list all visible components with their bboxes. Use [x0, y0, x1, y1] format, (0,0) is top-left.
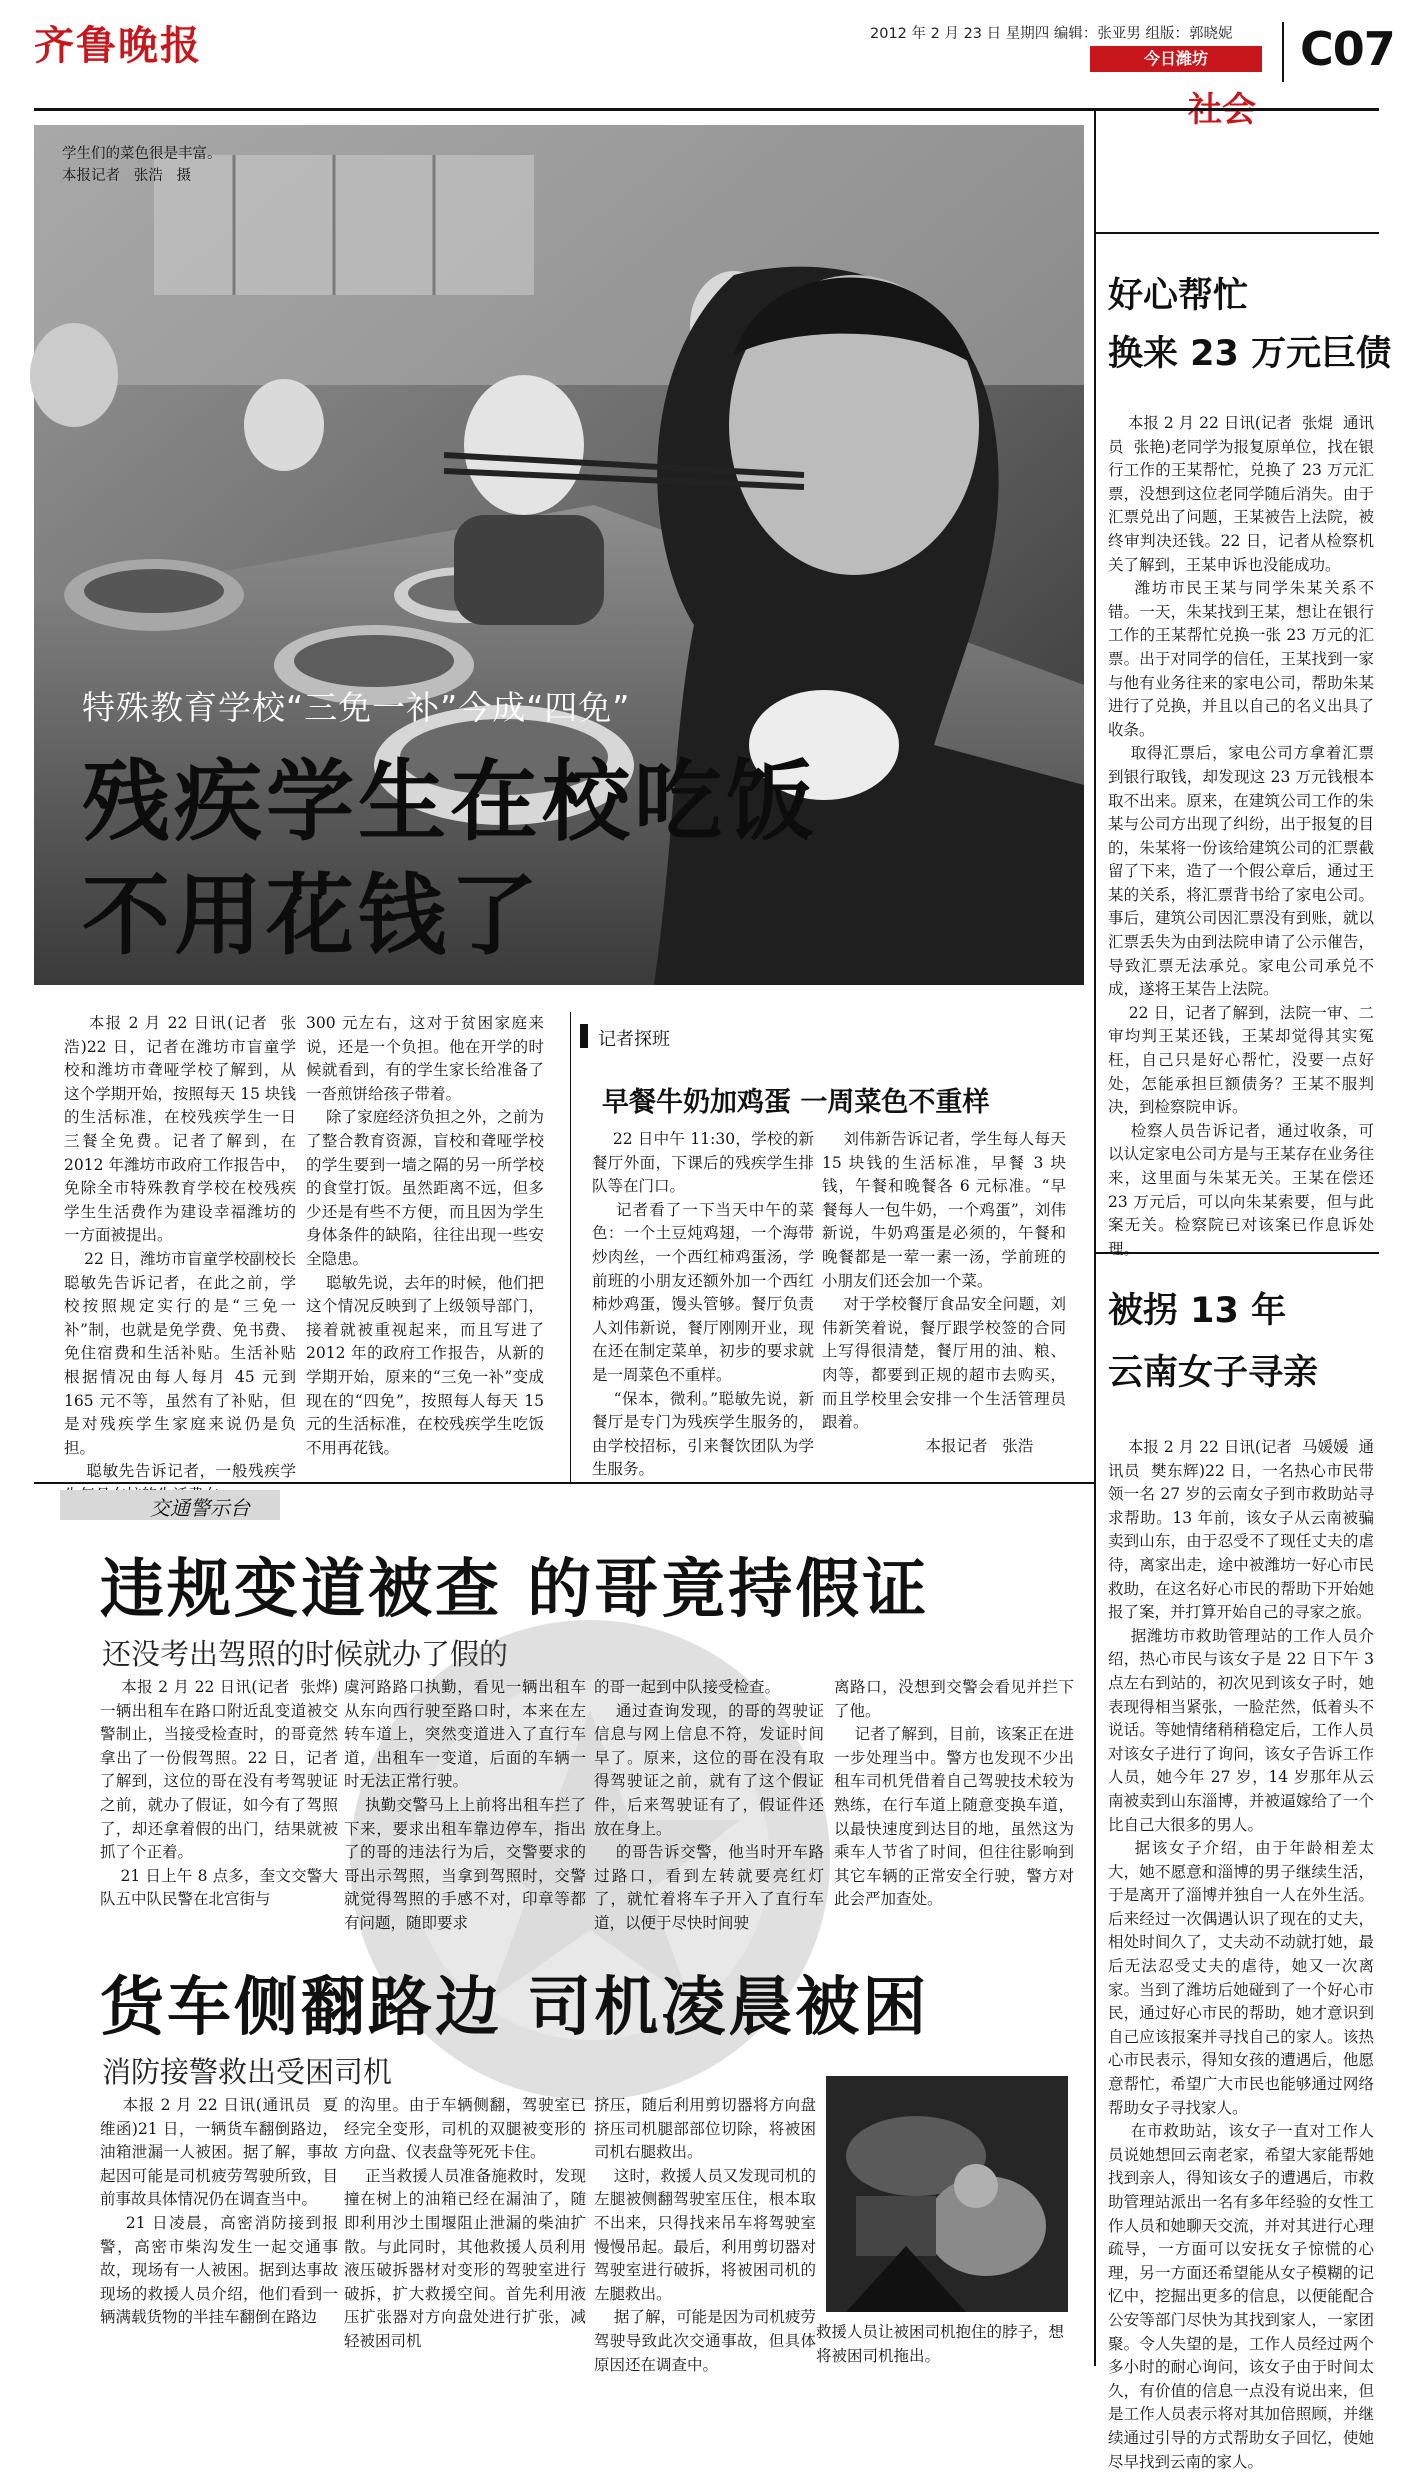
- sidebar-top-rule: [1094, 232, 1379, 234]
- lead-headline-line-1: 残疾学生在校吃饭: [82, 750, 819, 853]
- lead-body-column-2: 300 元左右，这对于贫困家庭来说，还是一个负担。他在开学的时候就看到，有的学生家长给准备了一沓煎饼给孩子带着。 除了家庭经济负担之外，之前为了整合教育资源，盲校和聋哑学校的学生要到一墙之隔的另一所学校的食堂打饭。虽然距离不远，但多少还是有些不方便，而且因为学生身体条件的缺陷，往往出现一些安全隐患。 聪敏先说，去年的时候，他们把这个情况反映到了上级领导部门，接着就被重视起来，而且写进了 2012 年的政府工作报告，从新的学期开始，原来的“三免一补”变成现在的“四免”，按照每人每天 15 元的生活标准，在校残疾学生吃饭不用再花钱。: [306, 1014, 544, 1457]
- sidebar-story-1-title-line-2: 换来 23 万元巨债: [1108, 334, 1392, 374]
- section-tag: 今日潍坊: [1090, 46, 1262, 72]
- lead-body-column-1: 本报 2 月 22 日讯(记者 张浩)22 日，记者在潍坊市盲童学校和潍坊市聋哑学校了解到，从这个学期开始，按照每天 15 块钱的生活标准，在校残疾学生一日三餐全免费。记者了解到，在 2012 年潍坊市政府工作报告中，免除全市特殊教育学校在校残疾学生生活费作为建设幸福潍坊的一方面被提出。 22 日，潍坊市盲童学校副校长聪敏先告诉记者，在此之前，学校按照规定实行的是“三免一补”制，也就是免学费、免书费、免住宿费和生活补贴。生活补贴根据情况由每人每月 45 元到 165 元不等，虽然有了补贴，但是对残疾学生家庭来说仍是负担。 聪敏先告诉记者，一般残疾学: [64, 1014, 296, 1481]
- lead-photo: [34, 125, 1084, 985]
- report-body-column-2: 刘伟新告诉记者，学生每人每天 15 块钱的生活标准，早餐 3 块钱，午餐和晚餐各 6 元标准。“早餐每人一包牛奶，一个鸡蛋”，刘伟新说，牛奶鸡蛋是必须的，午餐和晚餐都是一荤一素一汤，学前班的小朋友们还会加一个菜。 对于学校餐厅食品安全问题，刘伟新笑着说，餐厅跟学校签的合同上写得很清楚，餐厅用的油、粮、肉等，都要到正规的超市去购买，而且学校里会安排一个生活管理员跟着。 本报记者 张浩: [822, 1130, 1066, 1455]
- rescue-photo-caption: 救援人员让被困司机抱住的脖子，想将被困司机拖出。: [816, 2323, 1065, 2365]
- lead-kicker: 特殊教育学校“三免一补”今成“四免”: [82, 688, 631, 727]
- sidebar-story-1-title-line-1: 好心帮忙: [1108, 276, 1249, 316]
- rescue-photo: [826, 2076, 1068, 2312]
- section-rule: [34, 1482, 1094, 1484]
- newspaper-logo: 齐鲁晚报: [34, 22, 202, 69]
- column-divider: [570, 1012, 571, 1482]
- sidebar-divider: [1094, 108, 1096, 2366]
- page-code: C07: [1300, 22, 1395, 76]
- section-name: 社会: [1188, 90, 1256, 130]
- truck-body-column-3: 挤压，随后利用剪切器将方向盘挤压司机腿部部位切除，将被困司机右腿救出。 这时，救援人员又发现司机的左腿被侧翻驾驶室压住，根本取不出来，只得找来吊车将驾驶室慢慢吊起。最后，利用剪切器对驾驶室进行破拆，将被困司机的左腿救出。 据了解，可能是因为司机疲劳驾驶导致此次交通事故，但具体原因还在调查中。: [594, 2096, 816, 2374]
- traffic-body-column-3: 的哥一起到中队接受检查。 通过查询发现，的哥的驾驶证信息与网上信息不符，发证时间早了。原来，这位的哥在没有取得驾驶证之前，就有了这个假证件，后来驾驶证有了，假证件还放在身上。 的哥告诉交警，他当时开车路过路口，看到左转就要亮红灯了，就忙着将车子开入了直行车道，以便于尽快时间驶: [594, 1678, 824, 1932]
- issue-meta: 2012 年 2 月 23 日 星期四 编辑：张亚男 组版：郭晓妮: [870, 26, 1233, 42]
- truck-body-column-2: 的沟里。由于车辆侧翻，驾驶室已经完全变形，司机的双腿被变形的方向盘、仪表盘等死死卡住。 正当救援人员准备施救时，发现撞在树上的油箱已经在漏油了，随即利用沙土围堰阻止泄漏的柴油扩散。与此同时，其他救援人员利用液压破拆器材对变形的驾驶室进行破拆，扩大救援空间。首先利用液压扩张器对方向盘处进行扩张，减轻被困司机: [344, 2096, 586, 2350]
- truck-body-column-1: 本报 2 月 22 日讯(通讯员 夏维函)21 日，一辆货车翻倒路边，油箱泄漏一人被困。据了解，事故起因可能是司机疲劳驾驶所致，目前事故具体情况仍在调查当中。 21 日凌晨，高密消防接到报警，高密市柴沟发生一起交通事故，现场有一人被困。据到达事故现场的救援人员介绍，他们看到一辆满载货物的半挂车翻倒在路边: [100, 2096, 338, 2327]
- sidebar-story-2-title-line-2: 云南女子寻亲: [1108, 1353, 1319, 1393]
- sidebar-mid-rule: [1094, 1252, 1379, 1254]
- sidebar-story-2-title-line-1: 被拐 13 年: [1108, 1291, 1287, 1331]
- photo-caption: 学生们的菜色很是丰富。 本报记者 张浩 摄: [62, 146, 222, 184]
- lead-headline-line-2: 不用花钱了: [82, 864, 543, 967]
- traffic-body-column-1: 本报 2 月 22 日讯(记者 张烨)一辆出租车在路口附近乱变道被交警制止，当接受检查时，的哥竟然拿出了一份假驾照。22 日，记者了解到，这位的哥在没有考驾驶证之前，就办了假证，如今有了驾照了，却还拿着假的出门，结果就被抓了个正着。 21 日上午 8 点多，奎文交警大队五中队民警在北宫街与: [100, 1678, 338, 1909]
- traffic-body-column-4: 离路口，没想到交警会看见并拦下了他。 记者了解到，目前，该案正在进一步处理当中。警方也发现不少出租车司机凭借着自己驾驶技术较为熟练，在行车道上随意变换车道，以最快速度到达目的地，虽然这为乘车人节省了时间，但往往影响到其它车辆的正常安全行驶，警方对此会严加查处。: [834, 1678, 1074, 1909]
- report-label-marker: [580, 1024, 588, 1048]
- truck-headline: 货车侧翻路边 司机凌晨被困: [100, 1971, 930, 2045]
- sidebar-story-2-body: 本报 2 月 22 日讯(记者 马媛媛 通讯员 樊东辉)22 日，一名热心市民带领一名 27 岁的云南女子到市救助站寻求帮助。13 年前，该女子从云南被骗卖到山东，由于忍受不了现任丈夫的虐待，离家出走，途中被潍坊一好心市民救助，在这名好心市民的帮助下开始她报了案，并打算开始自己的寻家之旅。 据潍坊市救助管理站的工作人员介绍，热心市民与该女子是 22 日下午 3 点左右到站的，初次见到该女子时，她表现得相当紧张，一脸茫然，低着头不说话。等她情绪稍稍稳定后，工作人员对该女子进行了询问，该女子告诉工作人员，她今年 27 岁，14 岁那年从云南被卖到山东淄博，并被逼嫁给了一个比自己大很多的男人。 据该女子介绍，由于年龄相差太大，她不愿意和淄博的男子继续生活，于是离开了淄博并独自一人在外生活。后来经过一次偶遇认识了现在的丈夫，相处时间久了，丈夫动不动就打她，最后无法忍受丈夫的虐待，她又一次离家。当到了潍坊后她碰到了一个好心市民，通过好心市民的帮助，她才意识到自己应该报案并寻找自己的家人。该热心市民表示，得知女孩的遭遇后，他愿意帮忙，希望广大市民也能够通过网络帮助女子寻找家人。 在市救助站，该女子一直对工作人员说她想回云南老家，希望大家能帮她找到亲人，得知该女子的遭遇后，市救助管理站派出一名有多年经验的女性工作人员和她聊天交流，并对其进行心理疏导，一方面可以安抚女子惊慌的心理，另一方面还希望能从女子模糊的记忆中，挖掘出更多的信息，以便能配合公安等部门尽快为其找到家人，一家团聚。令人失望的是，工作人员经过两个多小时的耐心询问，该女子由于时间太久，有价值的信息一点没有说出来，但是工作人员表示将对其加倍照顾，并继续通过引导的方式帮助女子回忆，使她尽早找到云南的家人。: [1108, 1438, 1374, 2471]
- report-body-column-1: 22 日中午 11:30，学校的新餐厅外面，下课后的残疾学生排队等在门口。 记者看了一下当天中午的菜色：一个土豆炖鸡翅，一个海带炒肉丝，一个西红柿鸡蛋汤，学前班的小朋友还额外加一个西红柿炒鸡蛋，馒头管够。餐厅负责人刘伟新说，餐厅刚刚开业，现在还在制定菜单，初步的要求就是一周菜色不重样。 “保本，微利。”聪敏先说，新餐厅是专门为残疾学生服务的，由学校招标，引来餐饮团队为学生服务。: [592, 1130, 815, 1479]
- sidebar-story-1-body: 本报 2 月 22 日讯(记者 张焜 通讯员 张艳)老同学为报复原单位，找在银行工作的王某帮忙，兑换了 23 万元汇票，没想到这位老同学随后消失。由于汇票兑出了问题，王某被告上法院，被终审判决还钱。22 日，记者从检察机关了解到，王某申诉也没能成功。 潍坊市民王某与同学朱某关系不错。一天，朱某找到王某，想让在银行工作的王某帮忙兑换一张 23 万元的汇票。出于对同学的信任，王某找到一家与他有业务往来的家电公司，帮助朱某进行了兑换，并且以自己的名义出具了收条。 取得汇票后，家电公司方拿着汇票到银行取钱，却发现这 23 万元钱根本取不出来。原来，在建筑公司工作的朱某与公司方出现了纠纷，出于报复的目的，朱某将一份该给建筑公司的汇票截留了下来，造了一个假公章后，通过王某的关系，将汇票背书给了家电公司。事后，建筑公司因汇票没有到账，就以汇票丢失为由到法院申请了公示催告，导致汇票无法承兑。家电公司承兑不成，遂将王某告上法院。 22 日，记者了解到，法院一审、二审均判王某还钱，王某却觉得其实冤枉，自己只是好心帮忙，没要一点好处，怎能承担巨额债务？王某不服判决，到检察院申诉。 检察人员告诉记者，通过收条，可以认定家电公司方是与王某存在业务往来，这里面与朱某无关。王某在偿还 23 万元后，可以向朱某索要，但与此案无关。检察院已对该案已作息诉处理。: [1108, 414, 1374, 1258]
- traffic-body-column-2: 虞河路路口执勤，看见一辆出租车从东向西行驶至路口时，本来在左转车道上，突然变道进入了直行车道，出租车一变道，后面的车辆一时无法正常行驶。 执勤交警马上上前将出租车拦了下来，要求出租车靠边停车，指出了的哥的违法行为后，交警要求的哥出示驾照，当拿到驾照时，交警就觉得驾照的手感不对，印章等都有问题，随即要求: [344, 1678, 586, 1932]
- header-rule: [34, 108, 1379, 111]
- truck-subhead: 消防接警救出受困司机: [102, 2055, 393, 2089]
- report-title: 早餐牛奶加鸡蛋 一周菜色不重样: [602, 1087, 990, 1118]
- report-label: 记者探班: [598, 1029, 670, 1050]
- header-divider: [1282, 22, 1284, 82]
- traffic-label: 交通警示台: [150, 1496, 250, 1520]
- traffic-headline: 违规变道被查 的哥竟持假证: [100, 1553, 930, 1627]
- traffic-subhead: 还没考出驾照的时候就办了假的: [102, 1637, 509, 1671]
